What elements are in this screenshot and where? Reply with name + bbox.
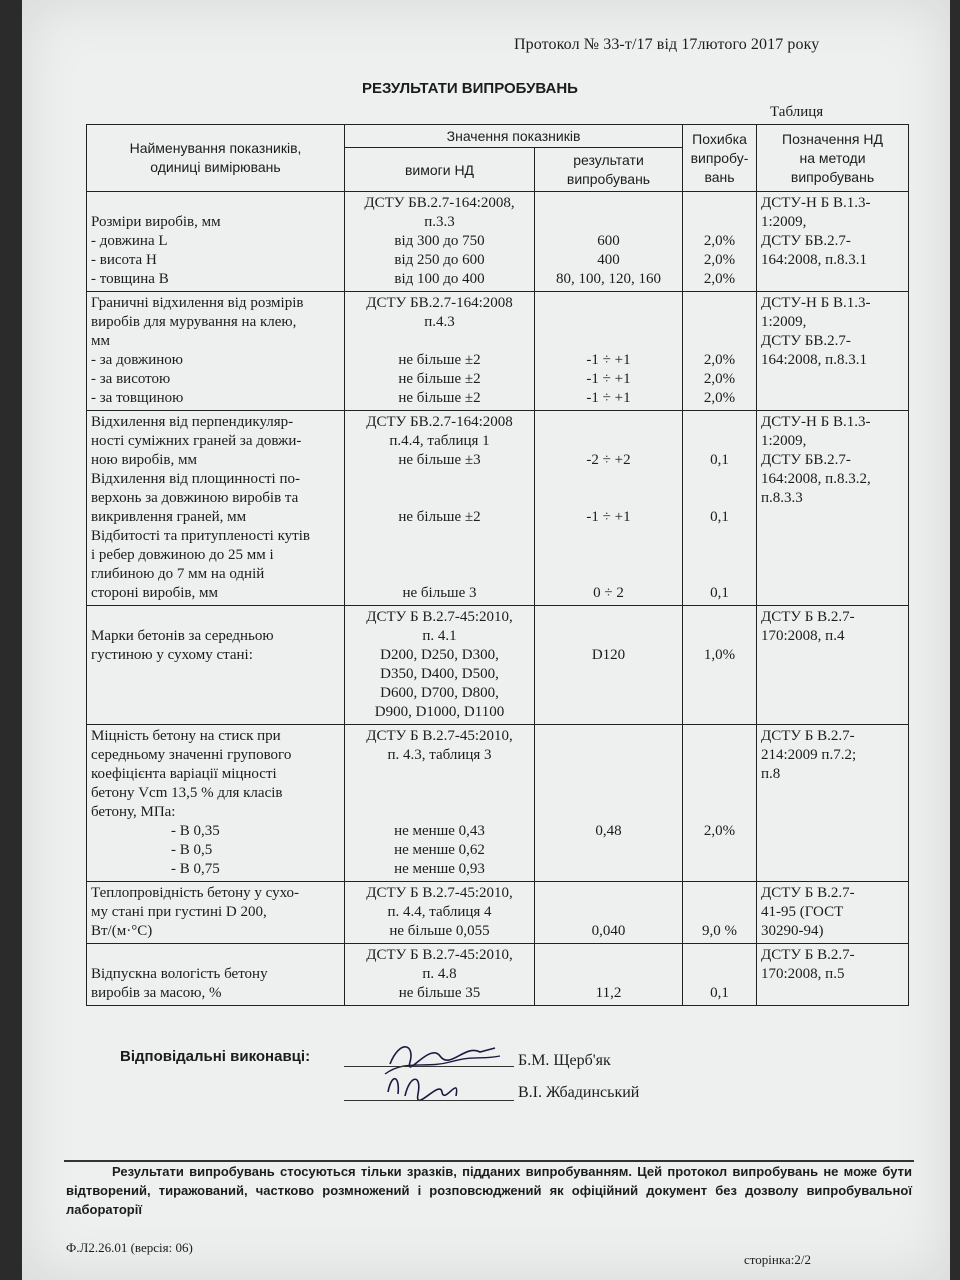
row-error: 2,0%: [683, 725, 757, 882]
table-row: [87, 725, 909, 882]
table-label: Таблиця: [770, 104, 824, 120]
row-error: 2,0% 2,0% 2,0%: [683, 192, 757, 292]
row-error: 9,0 %: [683, 882, 757, 944]
row-requirement: ДСТУ БВ.2.7-164:2008 п.4.4, таблиця 1 не більше ±3 не більше ±2 не більше 3: [345, 411, 535, 606]
table-row: [87, 192, 909, 292]
header-requirements: вимоги НД: [345, 148, 535, 192]
row-method: ДСТУ Б В.2.7- 170:2008, п.4: [757, 606, 909, 725]
row-requirement: ДСТУ БВ.2.7-164:2008 п.4.3 не більше ±2 не більше ±2 не більше ±2: [345, 292, 535, 411]
row-method: ДСТУ Б В.2.7- 214:2009 п.7.2; п.8: [757, 725, 909, 882]
signature-line-2: [344, 1100, 514, 1101]
row-result: 0,040: [535, 882, 683, 944]
row-name: Розміри виробів, мм - довжина L - висота H - товщина B: [87, 192, 345, 292]
table-row: [87, 944, 909, 1006]
row-result: 11,2: [535, 944, 683, 1006]
disclaimer-text: Результати випробувань стосуються тільки зразків, підданих випробуванням. Цей протокол випробувань не може бути відтворений, тиражований, частково розмножений і розповсюджений як офіційний документ без дозволу випробувальної лабораторії: [66, 1164, 912, 1217]
page-number: сторінка:2/2: [744, 1252, 811, 1267]
table-row: [87, 606, 909, 725]
row-name: Марки бетонів за середньою густиною у сухому стані:: [87, 606, 345, 725]
row-result: 0,48: [535, 725, 683, 882]
row-name: Відпускна вологість бетону виробів за масою, %: [87, 944, 345, 1006]
document-title: РЕЗУЛЬТАТИ ВИПРОБУВАНЬ: [362, 80, 578, 97]
row-method: ДСТУ-Н Б В.1.3- 1:2009, ДСТУ БВ.2.7- 164:2008, п.8.3.1: [757, 192, 909, 292]
row-name: Теплопровідність бетону у сухо- му стані при густині D 200, Вт/(м·°С): [87, 882, 345, 944]
row-name: Відхилення від перпендикуляр- ності суміжних граней за довжи- ною виробів, мм Відхилення від площинності по- верхонь за довжиною виробів та викривлення граней, мм Відбитості та притупленості кутів і ребер довжиною до 25 мм і глибиною до 7 мм на одній стороні виробів, мм: [87, 411, 345, 606]
row-requirement: ДСТУ БВ.2.7-164:2008, п.3.3 від 300 до 750 від 250 до 600 від 100 до 400: [345, 192, 535, 292]
row-result: -1 ÷ +1 -1 ÷ +1 -1 ÷ +1: [535, 292, 683, 411]
row-requirement: ДСТУ Б В.2.7-45:2010, п. 4.1 D200, D250, D300, D350, D400, D500, D600, D700, D800, D900, D1000, D1100: [345, 606, 535, 725]
row-requirement: ДСТУ Б В.2.7-45:2010, п. 4.3, таблиця 3 не менше 0,43 не менше 0,62 не менше 0,93: [345, 725, 535, 882]
row-name: Граничні відхилення від розмірів виробів для мурування на клею, мм - за довжиною - за висотою - за товщиною: [87, 292, 345, 411]
signatory-1: Б.М. Щерб'як: [518, 1052, 611, 1069]
table-row: [87, 292, 909, 411]
signatures-label: Відповідальні виконавці:: [120, 1048, 311, 1065]
row-error: 2,0% 2,0% 2,0%: [683, 292, 757, 411]
row-method: ДСТУ-Н Б В.1.3- 1:2009, ДСТУ БВ.2.7- 164:2008, п.8.3.2, п.8.3.3: [757, 411, 909, 606]
row-error: 0,1 0,1 0,1: [683, 411, 757, 606]
row-name: Міцність бетону на стиск при середньому значенні групового коефіцієнта варіації міцності бетону Vcm 13,5 % для класів бетону, МПа: - В 0,35 - В 0,5 - В 0,75: [87, 725, 345, 882]
row-requirement: ДСТУ Б В.2.7-45:2010, п. 4.4, таблиця 4 не більше 0,055: [345, 882, 535, 944]
row-method: ДСТУ-Н Б В.1.3- 1:2009, ДСТУ БВ.2.7- 164:2008, п.8.3.1: [757, 292, 909, 411]
handwritten-signatures: [370, 1034, 510, 1104]
row-requirement: ДСТУ Б В.2.7-45:2010, п. 4.8 не більше 35: [345, 944, 535, 1006]
signature-line-1: [344, 1066, 514, 1067]
signatory-2: В.І. Жбадинський: [518, 1084, 640, 1101]
row-result: D120: [535, 606, 683, 725]
row-result: 600 400 80, 100, 120, 160: [535, 192, 683, 292]
header-values-group: Значення показників: [345, 125, 683, 148]
table-row: [87, 882, 909, 944]
header-method: Позначення НД на методи випробувань: [757, 125, 909, 192]
form-code: Ф.Л2.26.01 (версія: 06): [66, 1240, 193, 1255]
protocol-number: Протокол № 33-т/17 від 17лютого 2017 року: [514, 36, 820, 53]
row-error: 0,1: [683, 944, 757, 1006]
row-method: ДСТУ Б В.2.7- 41-95 (ГОСТ 30290-94): [757, 882, 909, 944]
table-row: [87, 411, 909, 606]
header-error: Похибка випробу- вань: [683, 125, 757, 192]
row-result: -2 ÷ +2 -1 ÷ +1 0 ÷ 2: [535, 411, 683, 606]
row-error: 1,0%: [683, 606, 757, 725]
row-method: ДСТУ Б В.2.7- 170:2008, п.5: [757, 944, 909, 1006]
header-results: результати випробувань: [535, 148, 683, 192]
results-table: [86, 124, 909, 1006]
header-name: Найменування показників, одиниці вимірювань: [87, 125, 345, 192]
